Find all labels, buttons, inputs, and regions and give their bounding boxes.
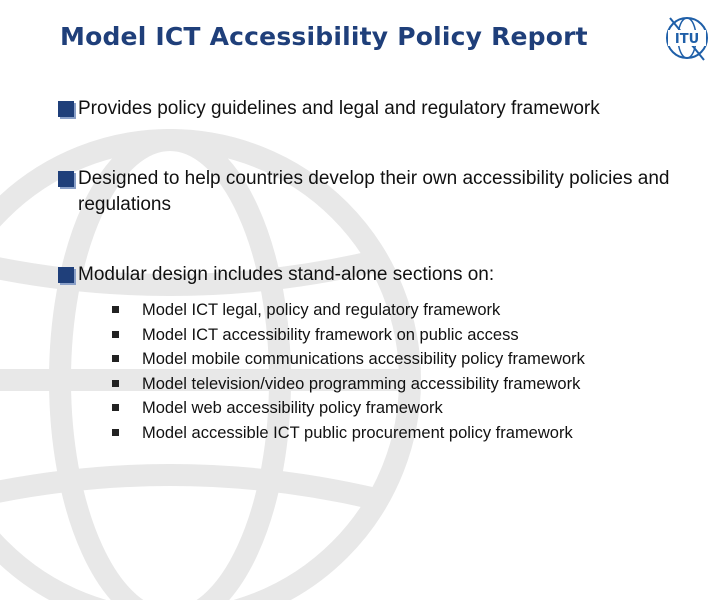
page-title: Model ICT Accessibility Policy Report: [60, 22, 588, 51]
square-bullet-icon: [112, 355, 119, 362]
sub-bullet-text: Model television/video programming accessibility framework: [142, 374, 581, 393]
bullet-item: [58, 262, 698, 445]
bullet-item: [58, 166, 698, 218]
bullet-list: [58, 96, 698, 445]
checkbox-bullet-icon: [58, 267, 74, 283]
square-bullet-icon: [112, 306, 119, 313]
sub-bullet-text: Model ICT accessibility framework on public access: [142, 325, 519, 344]
sub-bullet-item: [112, 396, 698, 421]
sub-bullet-text: Model ICT legal, policy and regulatory framework: [142, 301, 501, 319]
sub-bullet-item: [112, 372, 698, 397]
sub-bullet-list: [112, 298, 698, 445]
square-bullet-icon: [112, 404, 119, 411]
sub-bullet-item: [112, 323, 698, 348]
checkbox-bullet-icon: [58, 101, 74, 117]
checkbox-bullet-icon: [58, 171, 74, 187]
sub-bullet-item: [112, 421, 698, 446]
bullet-item: [58, 96, 698, 122]
square-bullet-icon: [112, 429, 119, 436]
sub-bullet-item: [112, 347, 698, 372]
sub-bullet-text: Model accessible ICT public procurement policy framework: [142, 423, 573, 442]
sub-bullet-item: [112, 298, 698, 323]
itu-logo-icon: [662, 10, 712, 66]
bullet-text: Provides policy guidelines and legal and regulatory framework: [78, 98, 600, 119]
sub-bullet-text: Model web accessibility policy framework: [142, 399, 443, 417]
square-bullet-icon: [112, 331, 119, 338]
bullet-text: Modular design includes stand-alone sections on:: [78, 264, 495, 285]
bullet-text: Designed to help countries develop their own accessibility policies and regulations: [78, 168, 670, 215]
sub-bullet-text: Model mobile communications accessibility policy framework: [142, 350, 585, 368]
logo-text: ITU: [674, 32, 700, 47]
square-bullet-icon: [112, 380, 119, 387]
